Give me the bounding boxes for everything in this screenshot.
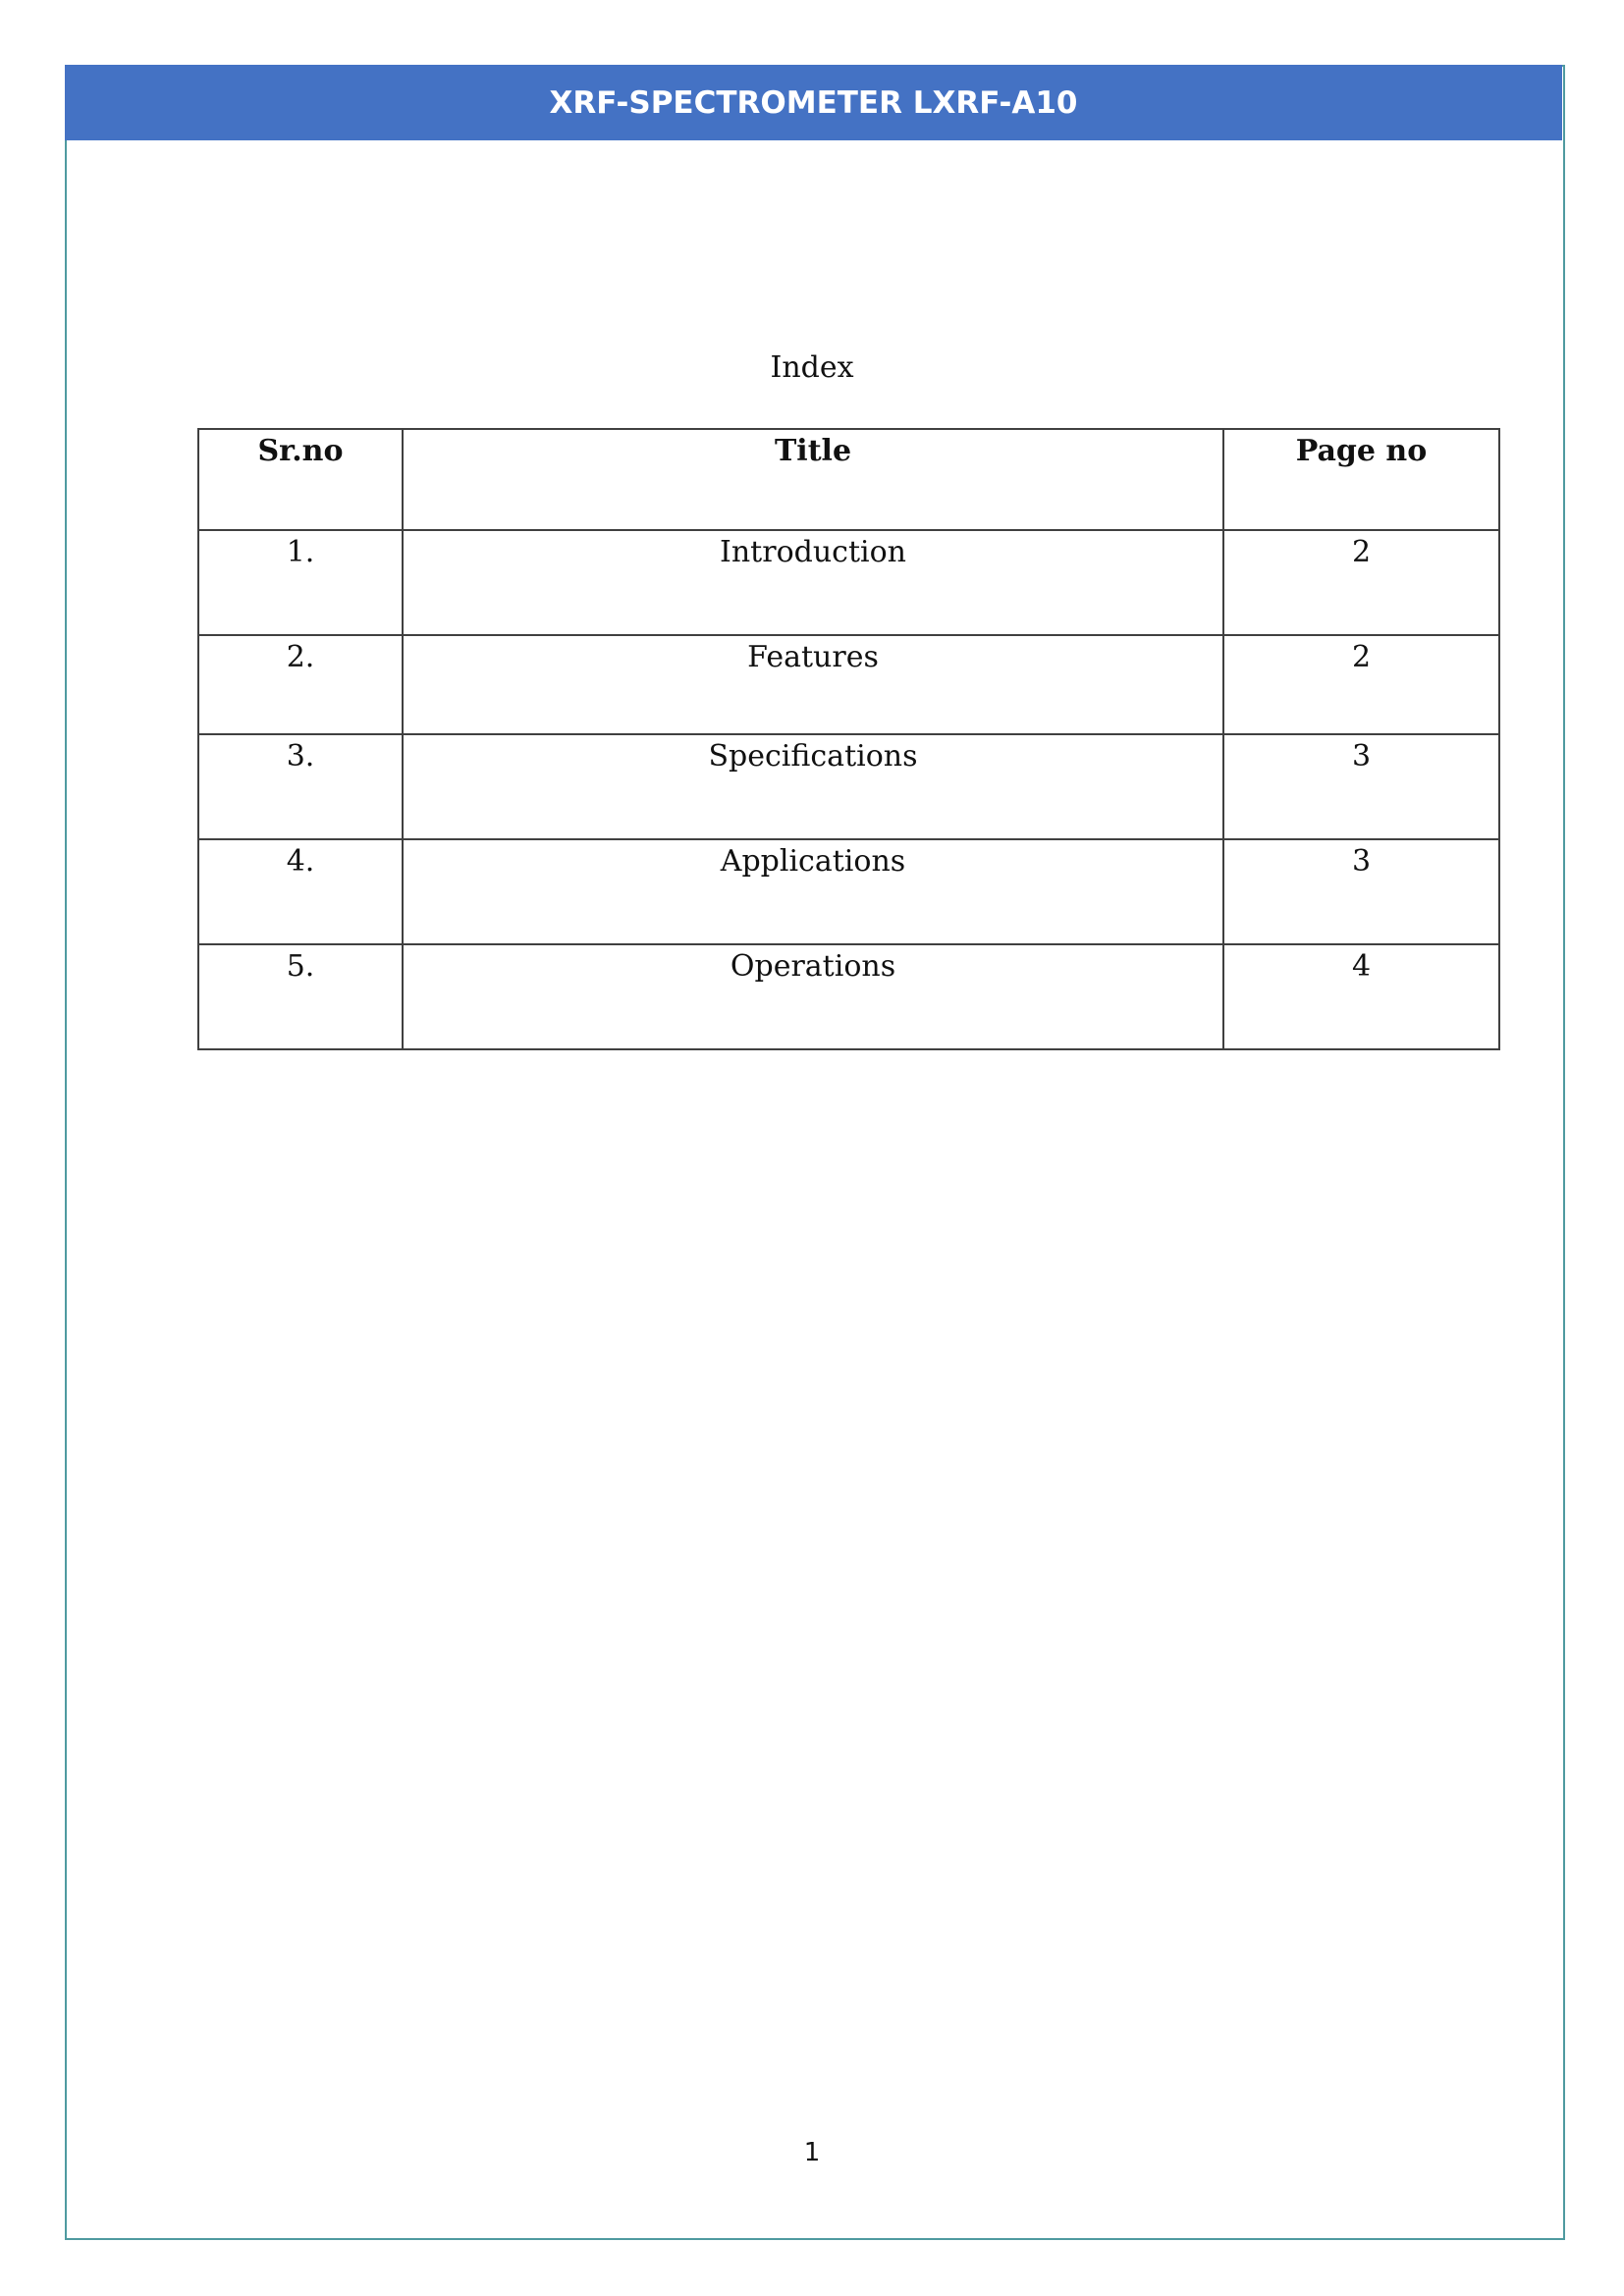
index-table	[197, 428, 1500, 1050]
row-page-no: 4	[1223, 944, 1499, 1049]
table-row	[198, 839, 1499, 944]
row-page-no: 2	[1223, 635, 1499, 734]
row-title: Operations	[403, 944, 1223, 1049]
row-sr-no: 4.	[198, 839, 403, 944]
page-number: 1	[803, 2138, 821, 2167]
row-title: Features	[403, 635, 1223, 734]
row-title: Applications	[403, 839, 1223, 944]
index-heading: Index	[770, 350, 854, 385]
column-header-title: Title	[403, 429, 1223, 530]
row-page-no: 3	[1223, 839, 1499, 944]
row-page-no: 3	[1223, 734, 1499, 839]
header-band	[65, 65, 1562, 140]
row-sr-no: 3.	[198, 734, 403, 839]
row-page-no: 2	[1223, 530, 1499, 635]
column-header-sr-no: Sr.no	[198, 429, 403, 530]
row-title: Specifications	[403, 734, 1223, 839]
row-title: Introduction	[403, 530, 1223, 635]
row-sr-no: 1.	[198, 530, 403, 635]
table-row	[198, 734, 1499, 839]
table-row	[198, 944, 1499, 1049]
table-row	[198, 530, 1499, 635]
document-title: XRF-SPECTROMETER LXRF-A10	[549, 84, 1078, 121]
column-header-page-no: Page no	[1223, 429, 1499, 530]
row-sr-no: 2.	[198, 635, 403, 734]
table-header-row	[198, 429, 1499, 530]
page-border	[65, 65, 1565, 2240]
row-sr-no: 5.	[198, 944, 403, 1049]
table-row	[198, 635, 1499, 734]
